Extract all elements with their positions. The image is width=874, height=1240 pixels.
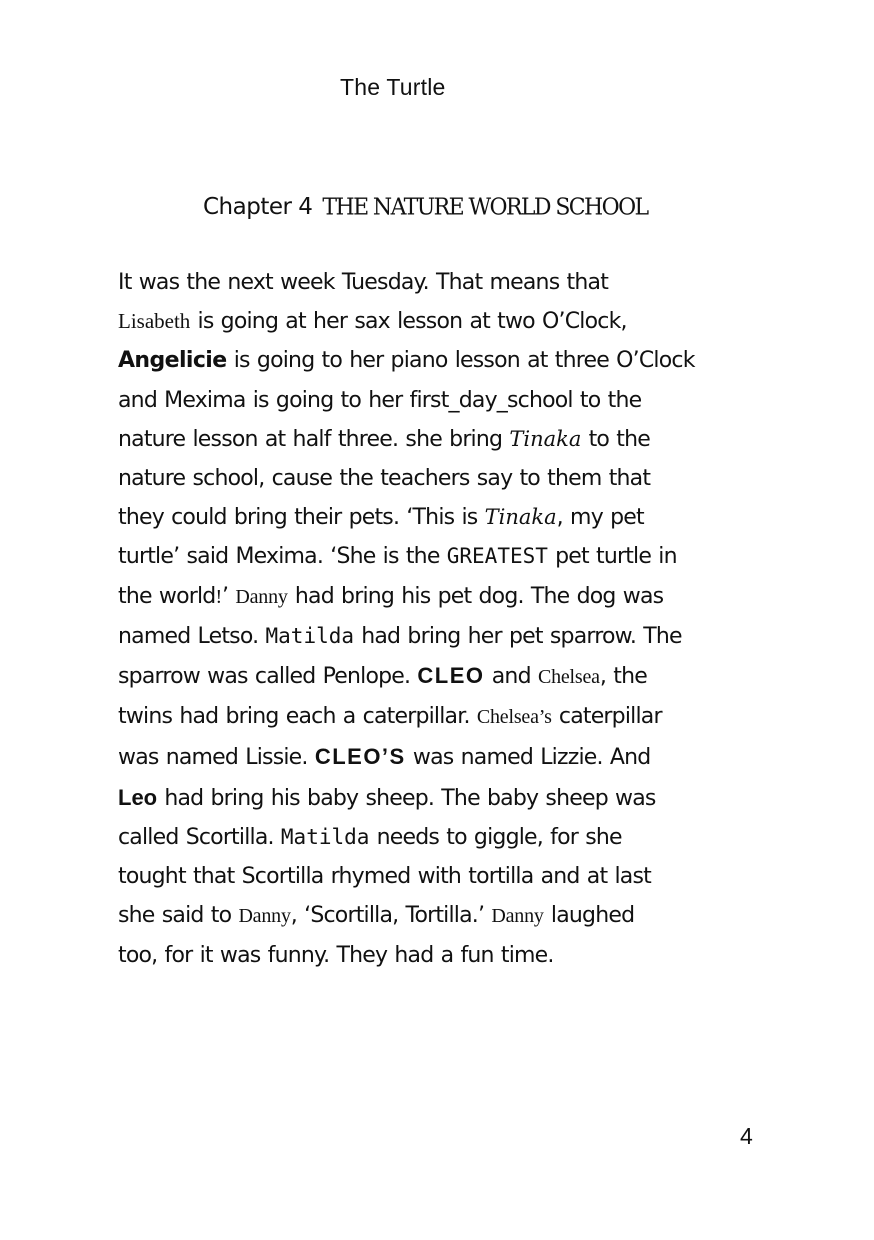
text: had bring her pet sparrow. The: [354, 623, 682, 649]
text: laughed: [543, 903, 635, 929]
text: she said to: [118, 903, 239, 929]
story-line: [118, 697, 768, 737]
story-body: [118, 263, 768, 976]
text: had bring his pet dog. The dog was: [287, 583, 664, 609]
text: turtle’ said Mexima. ‘She is the: [118, 544, 447, 570]
text: tought that Scortilla rhymed with tortilla and at last: [118, 864, 651, 890]
character-name-chelsea: Chelsea: [537, 666, 600, 689]
story-line: [118, 420, 768, 459]
story-line: [118, 857, 768, 896]
exclamation: !: [215, 585, 222, 608]
character-name-danny: Danny: [491, 905, 544, 928]
story-line: [118, 818, 768, 857]
text: needs to giggle, for she: [369, 824, 622, 850]
text: was named Lissie.: [118, 745, 315, 771]
character-name-leo: Leo: [118, 784, 158, 810]
text: to the: [581, 426, 650, 452]
chapter-label: Chapter 4: [203, 194, 313, 220]
text: they could bring their pets. ‘This is: [118, 505, 485, 531]
story-line: [118, 896, 768, 936]
story-line: [118, 459, 768, 498]
character-name-matilda: Matilda: [280, 824, 370, 849]
emphasis-greatest: GREATEST: [446, 544, 548, 569]
character-name-tinaka: Tinaka: [509, 426, 582, 451]
text: It was the next week Tuesday. That means that: [118, 270, 609, 295]
text: twins had bring each a caterpillar.: [118, 704, 477, 730]
page-number: 4: [740, 1123, 753, 1149]
chapter-title: THE NATURE WORLD SCHOOL: [322, 194, 648, 221]
text: , the: [599, 664, 647, 690]
story-line: [118, 263, 768, 302]
text: is going at her sax lesson at two O’Clock,: [190, 309, 627, 335]
chapter-heading: [203, 194, 648, 220]
character-name-cleos: CLEO’S: [314, 744, 406, 770]
character-name-matilda: Matilda: [265, 623, 355, 648]
character-name-cleo: CLEO: [417, 663, 485, 689]
text: pet turtle in: [547, 544, 677, 570]
text: nature lesson at half three. she bring: [118, 426, 510, 452]
character-name-tinaka: Tinaka: [484, 505, 557, 530]
story-line: [118, 737, 768, 777]
text: and Mexima is going to her first_day_school to the: [118, 387, 642, 413]
story-line: [118, 302, 768, 341]
text: the world: [118, 583, 216, 609]
text: was named Lizzie. And: [405, 745, 651, 771]
story-line: [118, 498, 768, 537]
text: is going to her piano lesson at three O’Clock: [226, 348, 695, 374]
text: , my pet: [556, 505, 644, 531]
text: sparrow was called Penlope.: [118, 664, 418, 690]
story-line: [118, 617, 768, 656]
text: named Letso.: [118, 623, 266, 649]
character-name-danny: Danny: [238, 905, 291, 928]
story-line: [118, 537, 768, 576]
text: caterpillar: [551, 704, 662, 730]
story-line: [118, 778, 768, 818]
text: nature school, cause the teachers say to them that: [118, 466, 651, 492]
text: , ‘Scortilla, Tortilla.’: [290, 903, 492, 929]
story-line: [118, 656, 768, 697]
page-header-title: The Turtle: [340, 74, 446, 100]
text: too, for it was funny. They had a fun time.: [118, 943, 554, 969]
story-line: [118, 577, 768, 617]
story-line: [118, 936, 768, 975]
text: called Scortilla.: [118, 824, 281, 850]
text: had bring his baby sheep. The baby sheep was: [157, 785, 656, 811]
story-line: [118, 341, 768, 380]
text: and: [484, 664, 538, 690]
text: ’: [221, 583, 236, 609]
character-name-angelicie: Angelicie: [118, 348, 227, 374]
character-name-chelsea: Chelsea’s: [476, 706, 552, 729]
character-name-danny: Danny: [235, 585, 288, 608]
character-name-lisabeth: Lisabeth: [118, 309, 191, 334]
story-line: [118, 381, 768, 420]
